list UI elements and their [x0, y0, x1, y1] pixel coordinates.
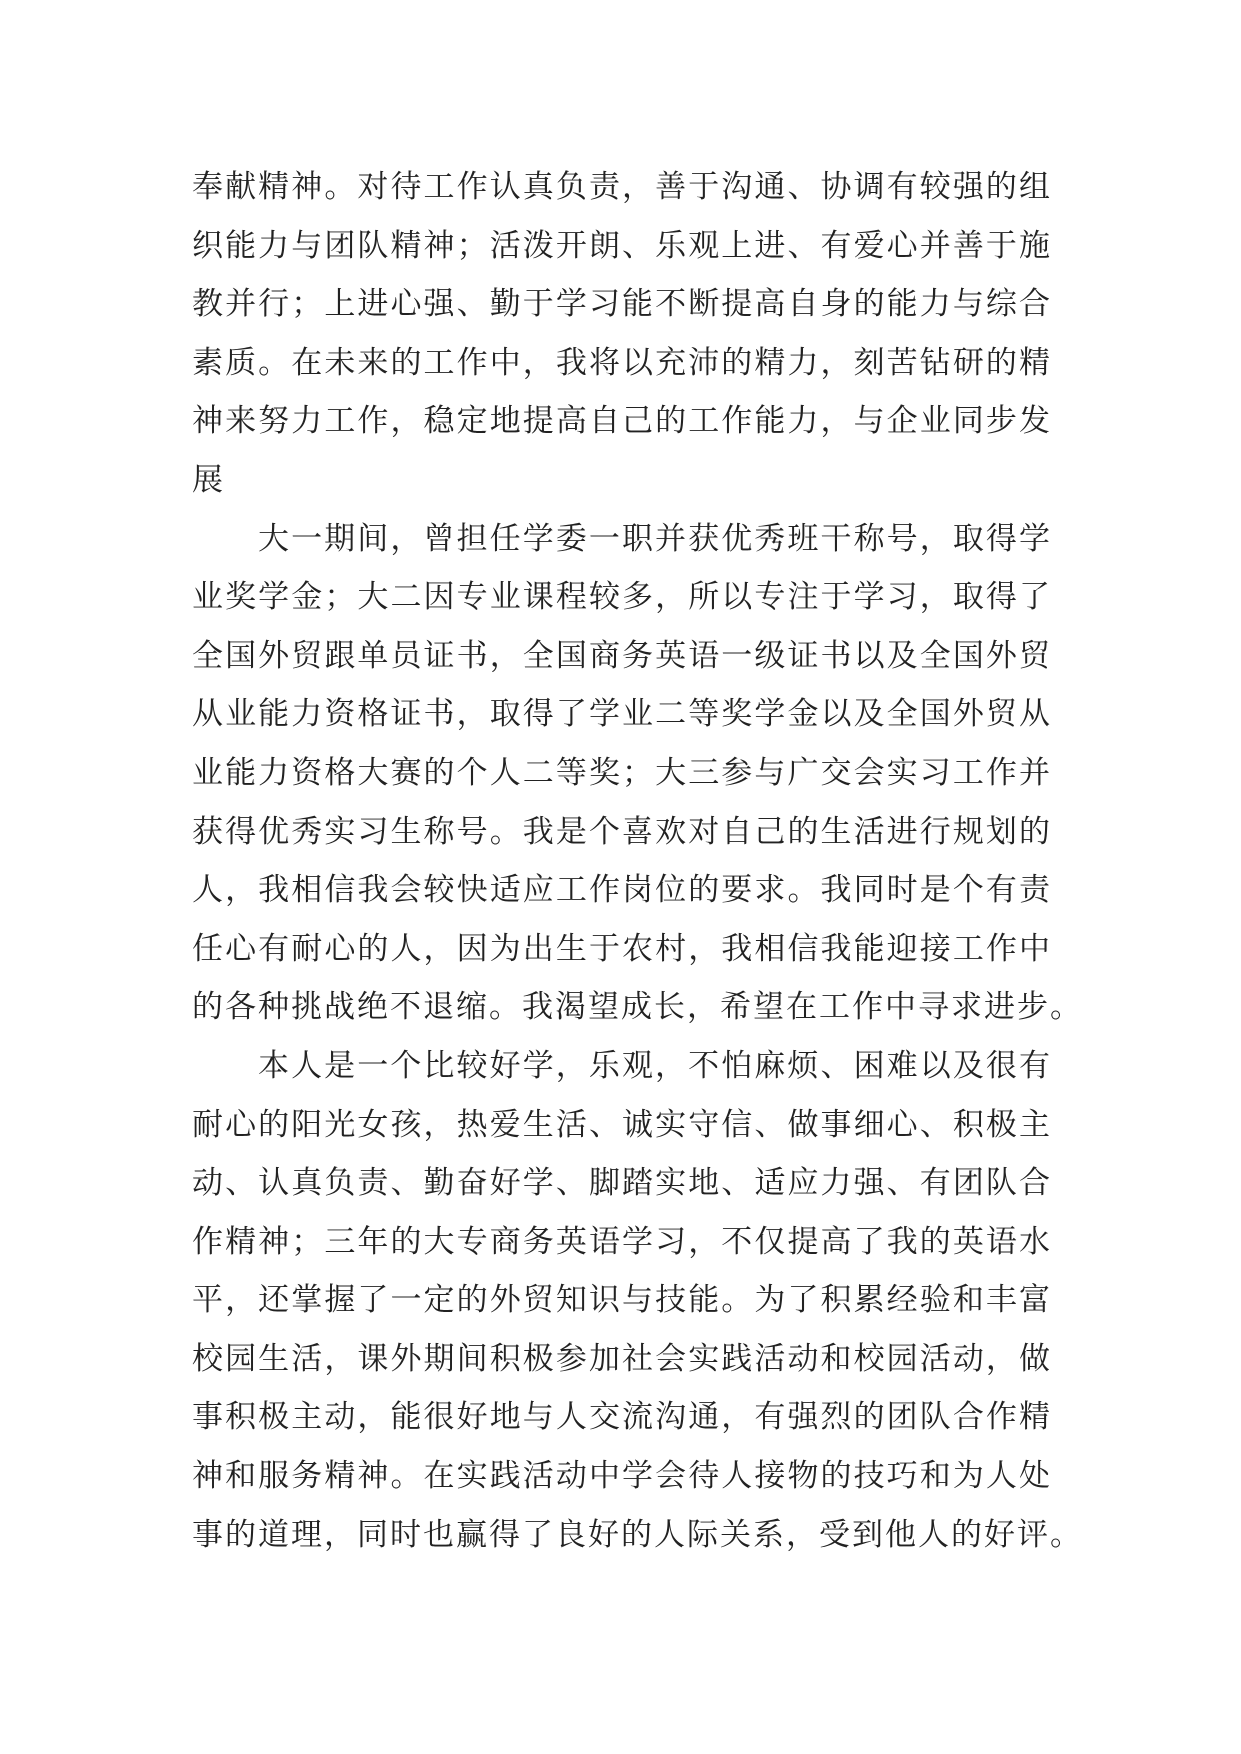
text-line: 神来努力工作，稳定地提高自己的工作能力，与企业同步发 [192, 403, 1052, 440]
paragraph [192, 158, 1052, 510]
text-line: 业奖学金；大二因专业课程较多，所以专注于学习，取得了 [192, 579, 1052, 616]
text-line: 的各种挑战绝不退缩。我渴望成长，希望在工作中寻求进步。 [192, 989, 1083, 1026]
text-line: 平，还掌握了一定的外贸知识与技能。为了积累经验和丰富 [192, 1282, 1052, 1319]
text-line: 人，我相信我会较快适应工作岗位的要求。我同时是个有责 [192, 872, 1052, 909]
text-line: 织能力与团队精神；活泼开朗、乐观上进、有爱心并善于施 [192, 227, 1052, 264]
document-body [192, 158, 1083, 1564]
text-line: 神和服务精神。在实践活动中学会待人接物的技巧和为人处 [192, 1458, 1052, 1495]
text-line: 业能力资格大赛的个人二等奖；大三参与广交会实习工作并 [192, 754, 1052, 791]
paragraph [192, 510, 1083, 1037]
text-line: 从业能力资格证书，取得了学业二等奖学金以及全国外贸从 [192, 696, 1052, 733]
text-line: 作精神；三年的大专商务英语学习，不仅提高了我的英语水 [192, 1223, 1052, 1260]
text-line: 事积极主动，能很好地与人交流沟通，有强烈的团队合作精 [192, 1399, 1052, 1436]
text-line: 动、认真负责、勤奋好学、脚踏实地、适应力强、有团队合 [192, 1165, 1052, 1202]
text-line: 奉献精神。对待工作认真负责，善于沟通、协调有较强的组 [192, 169, 1052, 205]
text-line: 事的道理，同时也赢得了良好的人际关系，受到他人的好评。 [192, 1516, 1083, 1553]
text-line: 本人是一个比较好学，乐观，不怕麻烦、困难以及很有 [258, 1047, 1052, 1084]
text-line: 任心有耐心的人，因为出生于农村，我相信我能迎接工作中 [192, 930, 1052, 967]
text-line: 获得优秀实习生称号。我是个喜欢对自己的生活进行规划的 [192, 813, 1052, 850]
text-line: 展 [192, 461, 225, 498]
text-line: 耐心的阳光女孩，热爱生活、诚实守信、做事细心、积极主 [192, 1106, 1052, 1143]
text-line: 素质。在未来的工作中，我将以充沛的精力，刻苦钻研的精 [192, 344, 1052, 381]
text-line: 全国外贸跟单员证书，全国商务英语一级证书以及全国外贸 [192, 637, 1052, 674]
paragraph [192, 1037, 1083, 1564]
text-line: 大一期间，曾担任学委一职并获优秀班干称号，取得学 [258, 520, 1052, 557]
text-line: 校园生活，课外期间积极参加社会实践活动和校园活动，做 [192, 1340, 1052, 1377]
text-line: 教并行；上进心强、勤于学习能不断提高自身的能力与综合 [192, 286, 1052, 323]
